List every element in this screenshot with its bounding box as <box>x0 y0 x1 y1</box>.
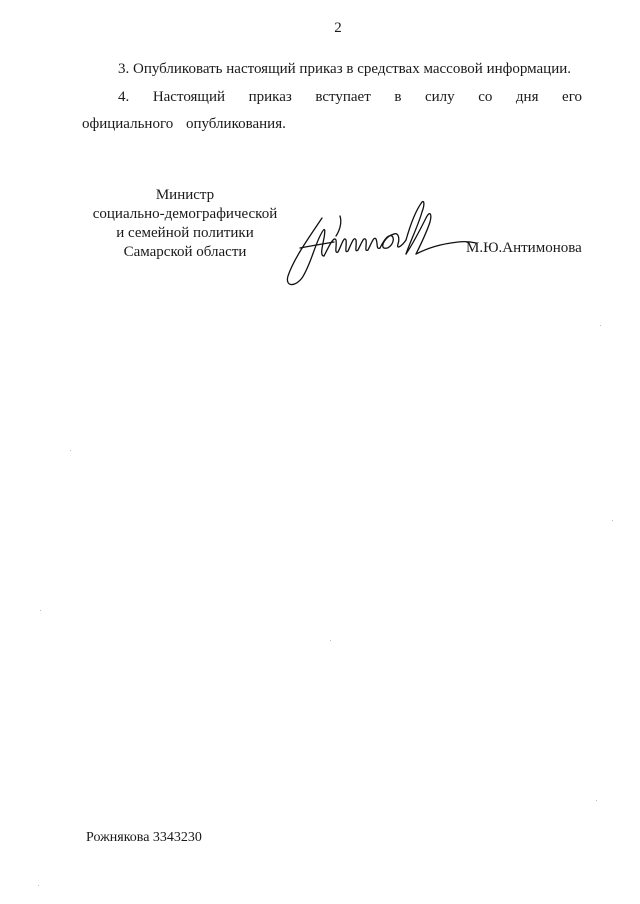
handwritten-signature-icon <box>280 196 480 291</box>
scan-speck <box>600 325 601 326</box>
executor-note: Рожнякова 3343230 <box>86 830 202 845</box>
paragraph-item-3: 3. Опубликовать настоящий приказ в средствах массовой информации. <box>118 61 572 77</box>
signatory-title-line: Самарской области <box>123 244 247 260</box>
signatory-title-line: Министр <box>155 187 215 203</box>
scan-speck <box>612 520 613 521</box>
scan-speck <box>330 640 331 641</box>
signatory-title-line: социально-демографической <box>92 206 278 222</box>
scan-speck <box>38 885 39 886</box>
paragraph-item-4: 4. Настоящий приказ вступает в силу со дня его официального опубликования. <box>82 89 582 132</box>
scan-speck <box>40 610 41 611</box>
signatory-title-line: и семейной политики <box>116 225 254 241</box>
scan-speck <box>70 450 71 451</box>
page-number: 2 <box>334 20 342 36</box>
signatory-title-block <box>80 186 290 262</box>
signatory-name: М.Ю.Антимонова <box>466 240 582 256</box>
scan-speck <box>596 800 597 801</box>
